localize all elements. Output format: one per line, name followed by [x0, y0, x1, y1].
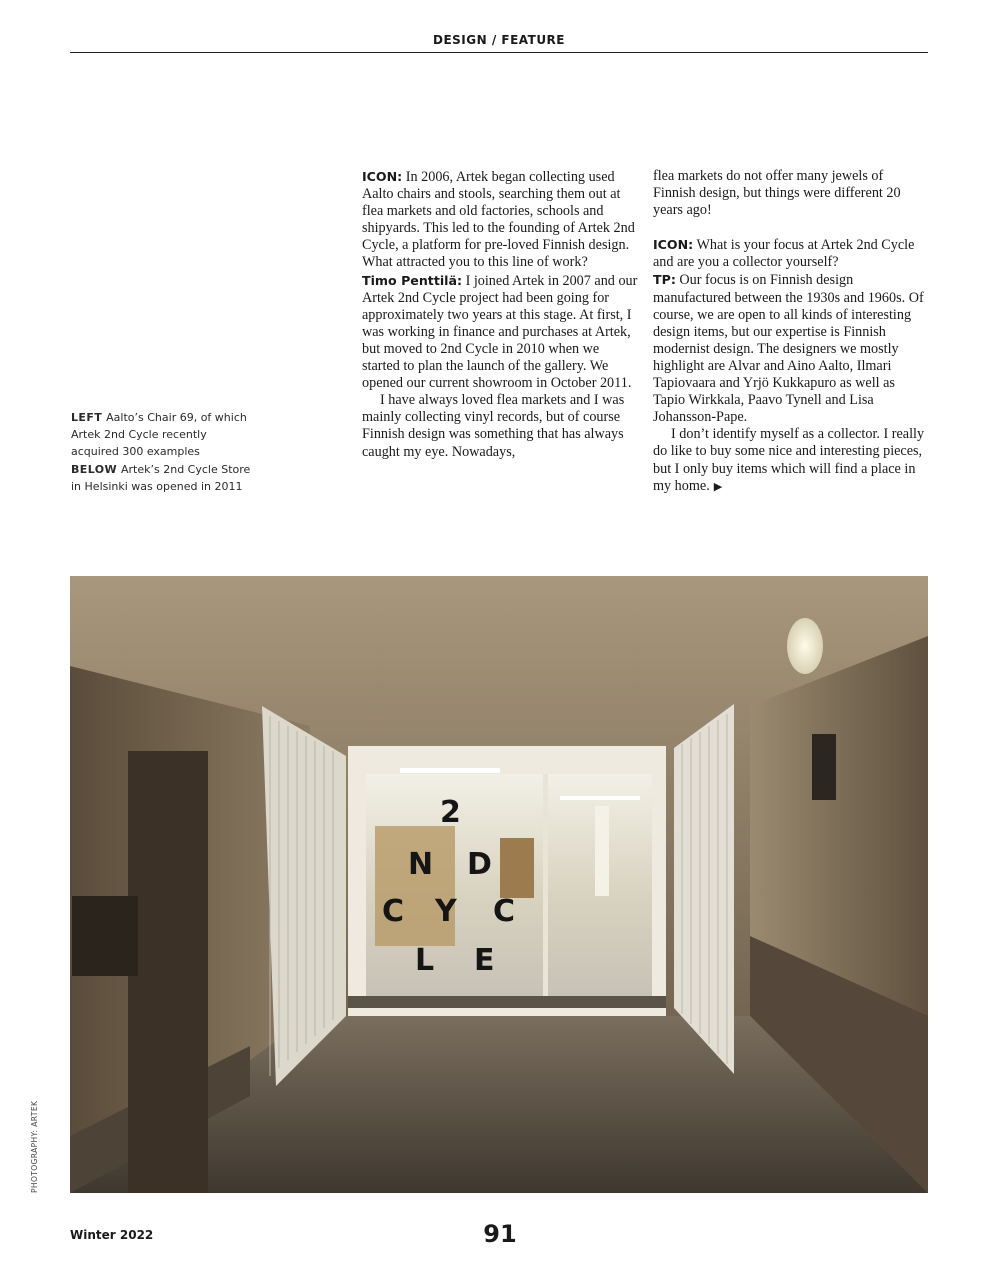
- speaker-label: TP:: [653, 272, 676, 288]
- answer-1-text: I joined Artek in 2007 and our Artek 2nd Cycle project had been going for approximately two years at this stage. At first, I was working in finance and purchases at Artek, but moved to 2nd Cycle in 2010 when we started to plan the launch of the gallery. We opened our current showroom in October 2011.: [362, 272, 638, 392]
- article-column-2: [653, 168, 929, 496]
- answer-2-paragraph-2-text: I don’t identify myself as a collector. I really do like to buy some nice and interesting pieces, but I only buy items which will find a place in my home.: [653, 426, 925, 494]
- photo-caption: [71, 409, 251, 495]
- caption-left-text: Aalto’s Chair 69, of which Artek 2nd Cycle recently acquired 300 examples: [71, 411, 247, 459]
- sign-letter: 2: [440, 795, 461, 830]
- ceiling-light: [560, 796, 640, 800]
- caption-left-label: LEFT: [71, 411, 103, 424]
- sign-letter: Y: [435, 894, 457, 929]
- mailbox: [72, 896, 138, 976]
- store-entrance-photo: [70, 576, 928, 1193]
- threshold: [348, 996, 666, 1008]
- sign-letter: N: [408, 847, 434, 882]
- issue-label: Winter 2022: [70, 1228, 154, 1242]
- caption-below-text: Artek’s 2nd Cycle Store in Helsinki was opened in 2011: [71, 462, 251, 493]
- wall-lamp: [787, 618, 823, 674]
- sign-letter: C: [382, 894, 405, 929]
- question-2-text: What is your focus at Artek 2nd Cycle and are you a collector yourself?: [653, 237, 915, 271]
- answer-2-paragraph-2: [653, 426, 929, 495]
- glass-divider: [543, 774, 548, 996]
- sign-letter: C: [493, 894, 516, 929]
- store-column: [595, 806, 609, 896]
- ceiling-light: [400, 768, 500, 773]
- continue-arrow-icon: ▶: [713, 480, 723, 493]
- speaker-label: ICON:: [362, 169, 403, 184]
- sign-letter: L: [415, 943, 435, 978]
- question-1-text: In 2006, Artek began collecting used Aalto chairs and stools, searching them out at flea markets and old factories, schools and shipyards. This led to the founding of Artek 2nd Cycle, a platform for pre-loved Finnish design. What attracted you to this line of work?: [362, 169, 635, 271]
- left-door-frame: [128, 751, 208, 1193]
- answer-1-paragraph-2-cont: flea markets do not offer many jewels of Finnish design, but things were different 20 years ago!: [653, 168, 901, 219]
- speaker-label: ICON:: [653, 237, 694, 253]
- answer-1: [362, 272, 638, 393]
- answer-2-text: Our focus is on Finnish design manufactured between the 1930s and 1960s. Of course, we are open to all kinds of interesting design items, but our expertise is Finnish modernist design. The designers we mostly highlight are Alvar and Aino Aalto, Ilmari Tapiovaara and Yrjö Kukkapuro as well as Tapio Wirkkala, Paavo Tynell and Lisa Johansson-Pape.: [653, 272, 924, 426]
- answer-1-paragraph-2: I have always loved flea markets and I was mainly collecting vinyl records, but of course Finnish design was something that has always caught my eye. Nowadays,: [362, 392, 625, 460]
- answer-2: [653, 271, 929, 426]
- question-2: [653, 236, 929, 271]
- sign-letter: D: [467, 847, 492, 882]
- section-header: DESIGN / FEATURE: [70, 33, 928, 53]
- photo-credit: PHOTOGRAPHY: ARTEK: [30, 1100, 39, 1193]
- question-1: [362, 168, 638, 272]
- vent: [812, 734, 836, 800]
- store-furniture: [500, 838, 534, 898]
- sign-letter: E: [474, 943, 495, 978]
- article-column-1: [362, 168, 638, 461]
- page-number: 91: [483, 1220, 517, 1248]
- caption-below-label: BELOW: [71, 462, 117, 476]
- speaker-label: Timo Penttilä:: [362, 272, 463, 288]
